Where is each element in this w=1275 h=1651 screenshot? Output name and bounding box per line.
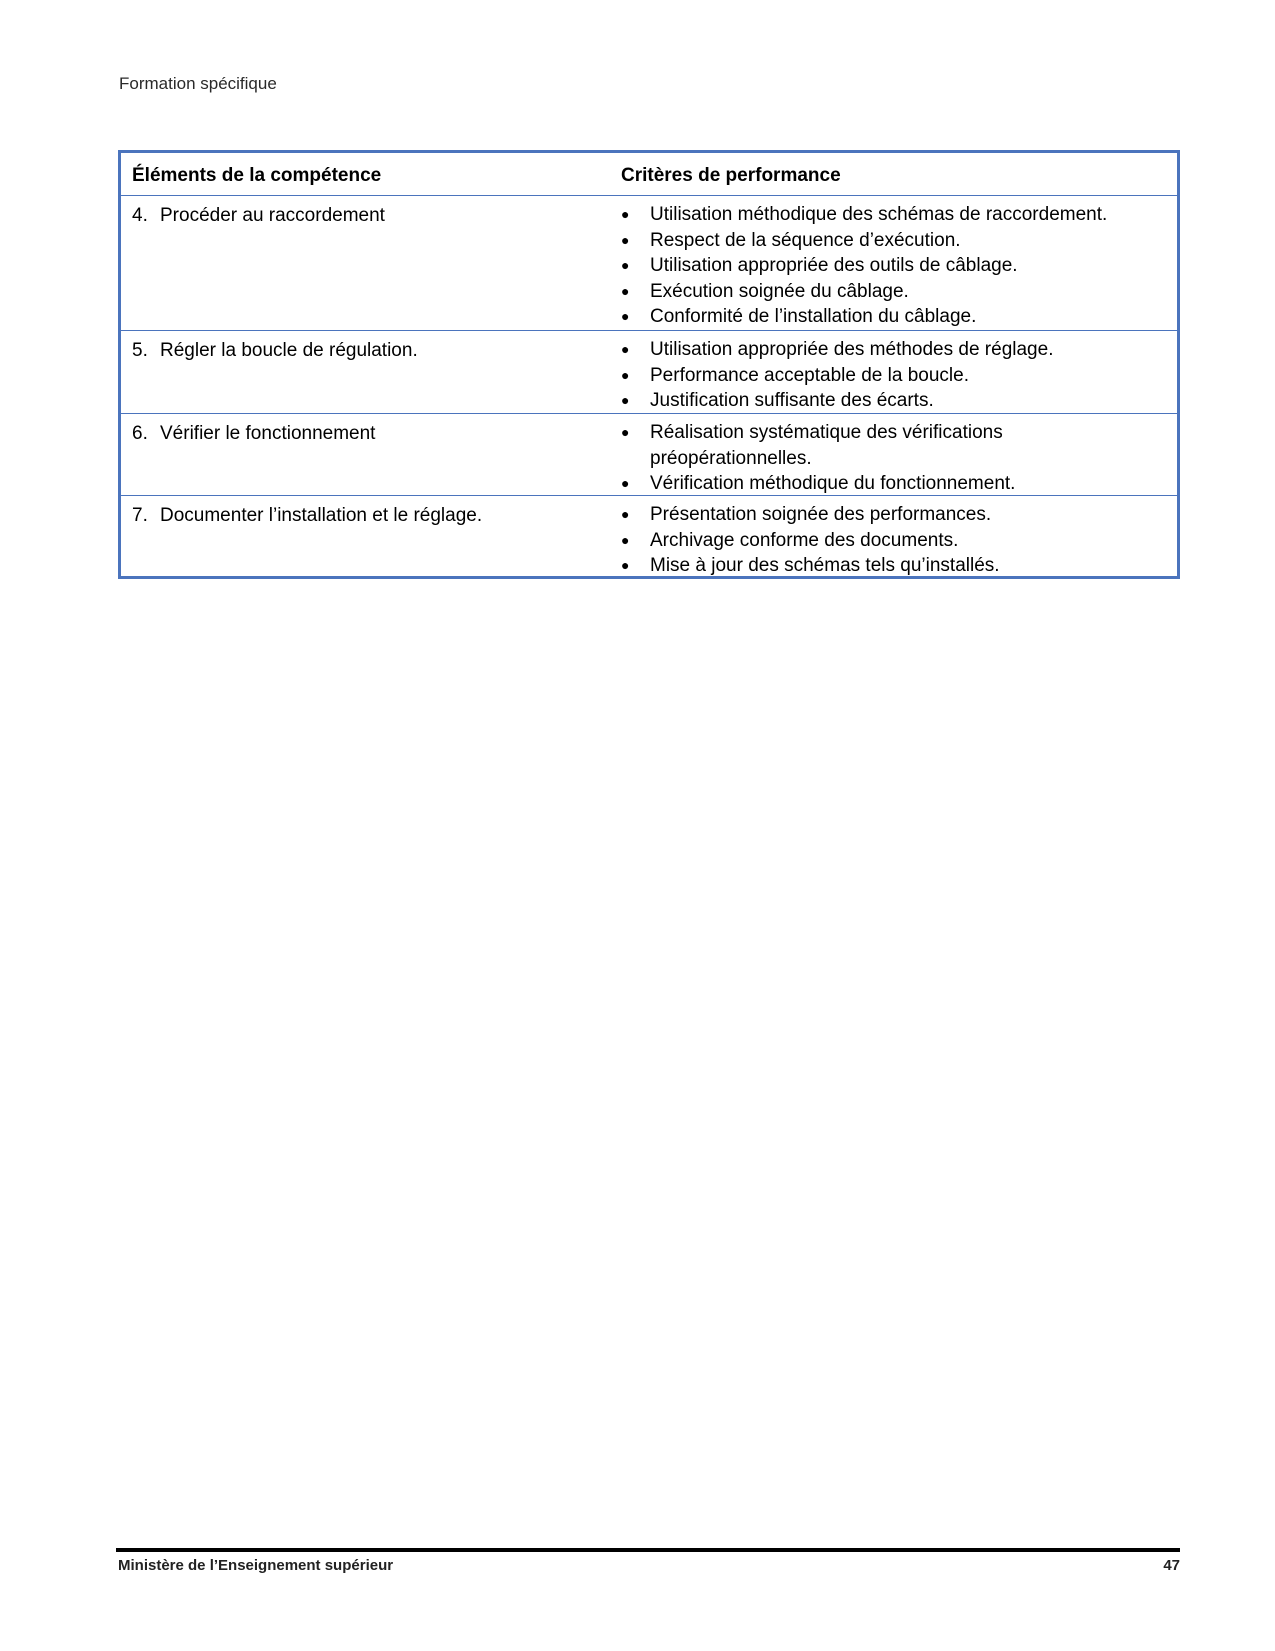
criterion-text: Utilisation méthodique des schémas de raccordement. [650, 204, 1108, 225]
criterion-text: Respect de la séquence d’exécution. [650, 229, 961, 251]
list-item [621, 553, 1177, 579]
bullet-icon: ● [621, 257, 630, 274]
list-item [621, 363, 1177, 389]
list-item [621, 253, 1177, 279]
list-item [621, 388, 1177, 414]
list-item [621, 279, 1177, 305]
list-item [621, 202, 1177, 228]
list-item [621, 471, 1177, 497]
list-item [621, 528, 1177, 554]
list-item [621, 420, 1177, 471]
list-item [621, 304, 1177, 330]
header-elements: Éléments de la compétence [132, 165, 382, 186]
criterion-text: Utilisation appropriée des outils de câblage. [650, 255, 1018, 277]
competence-element [121, 331, 621, 413]
footer-publisher: Ministère de l’Enseignement supérieur [118, 1557, 394, 1574]
element-number: 6. [132, 423, 148, 444]
list-item [621, 228, 1177, 254]
list-item [621, 337, 1177, 363]
competence-element [121, 414, 621, 495]
criterion-text: Utilisation appropriée des méthodes de réglage. [650, 339, 1054, 360]
bullet-icon: ● [621, 282, 630, 299]
performance-criteria [621, 331, 1177, 413]
criterion-text: Exécution soignée du câblage. [650, 280, 909, 302]
table-header-row [121, 153, 1177, 195]
table-row [121, 330, 1177, 413]
bullet-icon: ● [621, 206, 630, 222]
list-item [621, 502, 1177, 528]
criterion-text: Performance acceptable de la boucle. [650, 364, 969, 386]
bullet-icon: ● [621, 341, 630, 357]
bullet-icon: ● [621, 557, 630, 574]
element-text: Vérifier le fonctionnement [160, 423, 376, 444]
element-text: Documenter l’installation et le réglage. [160, 505, 483, 526]
criterion-text: Justification suffisante des écarts. [650, 390, 934, 412]
criterion-text: Vérification méthodique du fonctionnement. [650, 473, 1016, 495]
competence-element [121, 496, 621, 576]
performance-criteria [621, 496, 1177, 576]
element-number: 7. [132, 505, 148, 526]
bullet-icon: ● [621, 231, 630, 248]
table-row [121, 413, 1177, 495]
criterion-text: Archivage conforme des documents. [650, 529, 959, 551]
footer-divider [116, 1548, 1180, 1552]
table-row [121, 195, 1177, 330]
element-number: 4. [132, 205, 148, 226]
element-number: 5. [132, 340, 148, 361]
table-row [121, 495, 1177, 576]
bullet-icon: ● [621, 424, 630, 440]
bullet-icon: ● [621, 392, 630, 409]
element-text: Régler la boucle de régulation. [160, 340, 418, 361]
criterion-text: Conformité de l’installation du câblage. [650, 306, 977, 328]
competence-table [118, 150, 1180, 579]
page-number: 47 [1163, 1557, 1180, 1574]
competence-element [121, 196, 621, 330]
bullet-icon: ● [621, 366, 630, 383]
criterion-text: Mise à jour des schémas tels qu’installés. [650, 555, 1000, 577]
bullet-icon: ● [621, 506, 630, 522]
bullet-icon: ● [621, 308, 630, 325]
performance-criteria [621, 196, 1177, 330]
criterion-text: Présentation soignée des performances. [650, 504, 992, 525]
criterion-text: Réalisation systématique des vérifications préopérationnelles. [650, 422, 1003, 469]
bullet-icon: ● [621, 531, 630, 548]
performance-criteria [621, 414, 1177, 495]
bullet-icon: ● [621, 475, 630, 492]
section-title: Formation spécifique [119, 74, 277, 93]
element-text: Procéder au raccordement [160, 205, 385, 226]
header-criteria: Critères de performance [621, 165, 841, 186]
